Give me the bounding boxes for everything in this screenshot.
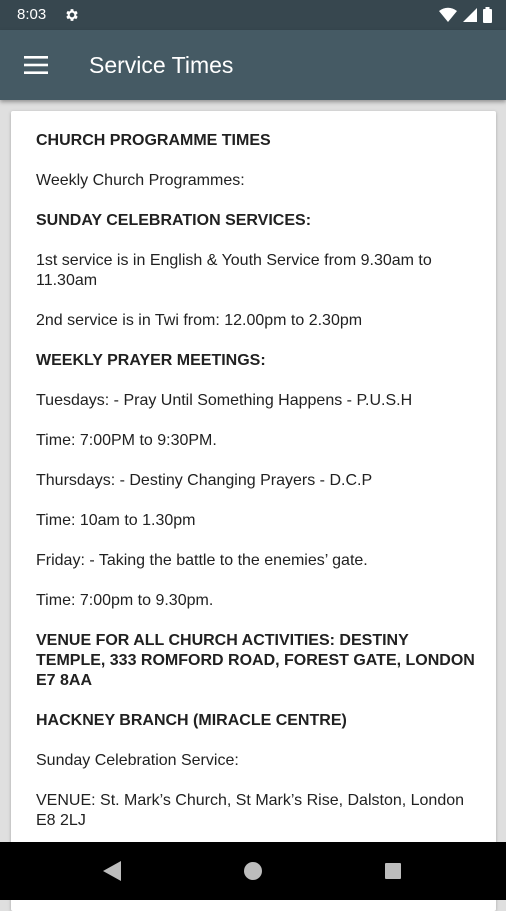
- text-line: 1st service is in English & Youth Service from 9.30am to 11.30am: [36, 252, 432, 289]
- text-line: Time: 10am to 1.30pm: [36, 512, 196, 529]
- section-heading: SUNDAY CELEBRATION SERVICES:: [36, 212, 312, 229]
- signal-icon: [463, 8, 477, 22]
- status-bar: [0, 0, 506, 30]
- wifi-icon: [439, 8, 457, 22]
- status-time: 8:03: [17, 6, 47, 23]
- section-heading: WEEKLY PRAYER MEETINGS:: [36, 352, 266, 369]
- service-times-card: [11, 111, 496, 911]
- content-scroll-area[interactable]: [0, 100, 506, 842]
- section-heading: HACKNEY BRANCH (MIRACLE CENTRE): [36, 712, 347, 729]
- home-icon: [244, 862, 262, 880]
- back-icon: [103, 861, 121, 881]
- text-line: Time: 7:00pm to 9.30pm.: [36, 592, 214, 609]
- text-line: Time: 7:00PM to 9:30PM.: [36, 432, 217, 449]
- app-bar: [0, 30, 506, 100]
- hamburger-menu-icon: [24, 56, 48, 74]
- recents-icon: [385, 863, 401, 879]
- text-line: Sunday Celebration Service:: [36, 752, 239, 769]
- navigation-bar: [0, 842, 506, 900]
- battery-icon: [483, 7, 492, 23]
- status-icons: [439, 7, 492, 23]
- back-button[interactable]: [94, 853, 130, 889]
- settings-gear-icon: [64, 7, 80, 23]
- text-line: Friday: - Taking the battle to the enemies’ gate.: [36, 552, 368, 569]
- text-line: 2nd service is in Twi from: 12.00pm to 2.30pm: [36, 312, 363, 329]
- recents-button[interactable]: [375, 853, 411, 889]
- section-heading: CHURCH PROGRAMME TIMES: [36, 132, 271, 149]
- text-line: Thursdays: - Destiny Changing Prayers - D.C.P: [36, 472, 373, 489]
- text-line: VENUE: St. Mark’s Church, St Mark’s Rise, Dalston, London E8 2LJ: [36, 792, 465, 829]
- text-line: Tuesdays: - Pray Until Something Happens - P.U.S.H: [36, 392, 413, 409]
- text-line: Weekly Church Programmes:: [36, 172, 245, 189]
- page-title: Service Times: [89, 52, 234, 78]
- menu-button[interactable]: [14, 43, 58, 87]
- home-button[interactable]: [235, 853, 271, 889]
- section-heading: VENUE FOR ALL CHURCH ACTIVITIES: DESTINY TEMPLE, 333 ROMFORD ROAD, FOREST GATE, LONDON E7 8AA: [36, 632, 475, 689]
